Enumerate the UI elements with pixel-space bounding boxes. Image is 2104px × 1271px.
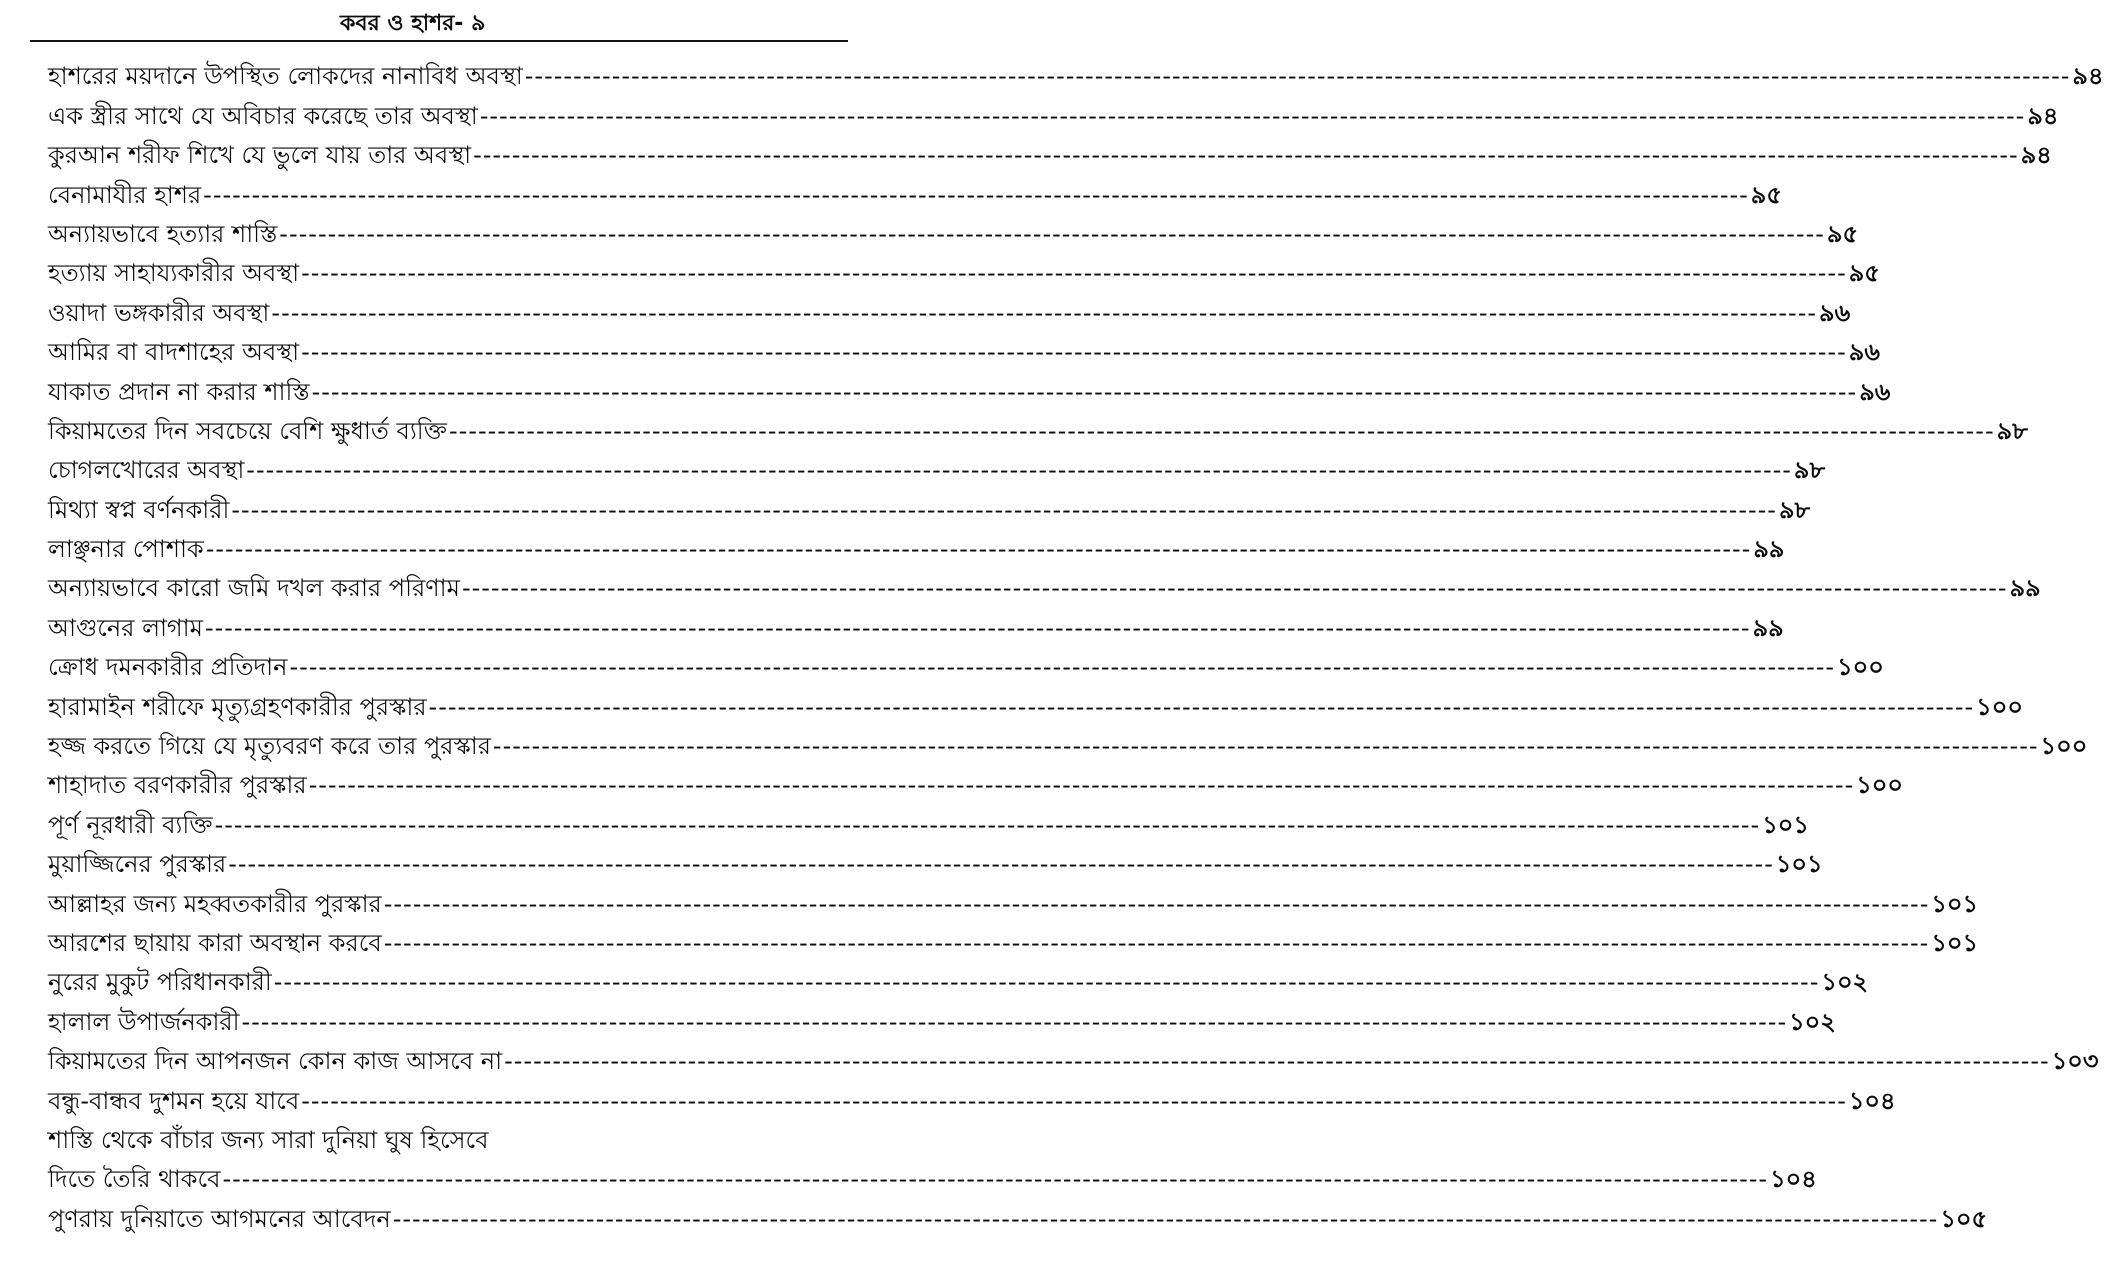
toc-entry [48,800,1809,839]
toc-entry-page-number: ১০১ [1762,810,1809,839]
toc-leader-dashes: ---------------------------------------------------------------------------------------------------------------------------------------------------------------- [301,1086,1847,1115]
toc-entry-title: আমির বা বাদশাহের অবস্থা [48,338,300,367]
toc-entry-title: হারামাইন শরীফে মৃত্যুগ্রহণকারীর পুরস্কার [48,692,427,721]
toc-entry-page-number: ৯৮ [1793,456,1826,485]
toc-entry [48,131,2052,170]
toc-entry [48,997,1836,1036]
toc-entry-title: কিয়ামতের দিন আপনজন কোন কাজ আসবে না [48,1047,503,1076]
toc-entry-title: ক্রোধ দমনকারীর প্রতিদান [48,653,288,682]
toc-entry-page-number: ৯৪ [2072,62,2104,91]
toc-entry [48,485,1811,524]
toc-leader-dashes: ---------------------------------------------------------------------------------------------------------------------------------------------------------------- [273,968,1820,997]
toc-entry-title: বন্ধু-বান্ধব দুশমন হয়ে যাবে [48,1086,300,1115]
toc-entry-page-number: ৯৫ [1848,259,1880,288]
toc-leader-dashes: ---------------------------------------------------------------------------------------------------------------------------------------------------------------- [428,692,1975,721]
toc-entry [48,840,1823,879]
toc-entry [48,919,1979,958]
toc-entry-page-number: ১০০ [1856,771,1904,800]
toc-entry-title: হাশরের ময়দানে উপস্থিত লোকদের নানাবিধ অবস্থা [48,62,523,91]
toc-entry-page-number: ৯৪ [2027,101,2059,130]
toc-leader-dashes: ---------------------------------------------------------------------------------------------------------------------------------------------------------------- [461,574,2008,603]
toc-entry-page-number: ৯৬ [1859,377,1891,406]
toc-entry-page-number: ৯৫ [1826,219,1859,248]
toc-entry-title: লাঞ্ছনার পোশাক [48,535,204,564]
toc-entry-page-number: ১০২ [1789,1007,1836,1036]
toc-entry [48,328,1880,367]
toc-entry-title: আল্লাহর জন্য মহব্বতকারীর পুরস্কার [48,889,382,918]
toc-leader-dashes: ---------------------------------------------------------------------------------------------------------------------------------------------------------------- [492,732,2039,761]
toc-leader-dashes: ---------------------------------------------------------------------------------------------------------------------------------------------------------------- [479,101,2026,130]
toc-entry [48,525,1785,564]
toc-entry [48,249,1880,288]
toc-entry [48,1194,1988,1233]
toc-leader-dashes: ---------------------------------------------------------------------------------------------------------------------------------------------------------------- [222,1165,1769,1194]
toc-entry-title: নুরের মুকুট পরিধানকারী [48,968,272,997]
header-divider [30,40,848,42]
toc-entry-page-number: ৯৯ [2009,574,2041,603]
toc-entry-page-number: ১০১ [1931,889,1979,918]
toc-entry-title: বেনামাযীর হাশর [48,180,202,209]
toc-entry-page-number: ১০৪ [1770,1165,1817,1194]
toc-entry-title: অন্যায়ভাবে হত্যার শাস্তি [48,219,278,248]
toc-leader-dashes: ---------------------------------------------------------------------------------------------------------------------------------------------------------------- [449,416,1995,445]
toc-entry-title: শাস্তি থেকে বাঁচার জন্য সারা দুনিয়া ঘুষ হিসেবে [48,1125,489,1154]
page-header [0,0,868,38]
toc-entry [48,210,1859,249]
toc-leader-dashes: ---------------------------------------------------------------------------------------------------------------------------------------------------------------- [473,141,2019,170]
toc-leader-dashes: ---------------------------------------------------------------------------------------------------------------------------------------------------------------- [271,298,1818,327]
toc-leader-dashes: ---------------------------------------------------------------------------------------------------------------------------------------------------------------- [301,259,1847,288]
toc-entry [48,1155,1817,1194]
toc-leader-dashes: ---------------------------------------------------------------------------------------------------------------------------------------------------------------- [246,456,1792,485]
toc-entry-page-number: ১০১ [1775,850,1823,879]
toc-entry-title: হালাল উপার্জনকারী [48,1007,240,1036]
toc-entry [48,722,2088,761]
toc-entry-page-number: ১০৪ [1848,1086,1896,1115]
toc-entry-title: পূর্ণ নূরধারী ব্যক্তি [48,810,213,839]
toc-leader-dashes: ---------------------------------------------------------------------------------------------------------------------------------------------------------------- [311,377,1858,406]
toc-entry [48,52,2104,91]
toc-leader-dashes: ---------------------------------------------------------------------------------------------------------------------------------------------------------------- [383,928,1930,957]
toc-entry [48,288,1851,327]
toc-entry-page-number: ১০১ [1931,928,1979,957]
toc-entry-page-number: ১০৩ [2051,1047,2099,1076]
toc-entry [48,1116,826,1155]
toc-leader-dashes: ---------------------------------------------------------------------------------------------------------------------------------------------------------------- [392,1204,1939,1233]
toc-entry [48,879,1979,918]
toc-entry-title: কুরআন শরীফ শিখে যে ভুলে যায় তার অবস্থা [48,141,472,170]
toc-entry-title: অন্যায়ভাবে কারো জমি দখল করার পরিণাম [48,574,460,603]
toc-entry [48,603,1784,642]
toc-entry-page-number: ১০০ [1837,653,1884,682]
toc-entry-title: আরশের ছায়ায় কারা অবস্থান করবে [48,928,382,957]
toc-leader-dashes: ---------------------------------------------------------------------------------------------------------------------------------------------------------------- [279,219,1825,248]
toc-entry-page-number: ১০২ [1821,968,1869,997]
toc-entry-title: মুয়াজ্জিনের পুরস্কার [48,850,227,879]
toc-leader-dashes: ---------------------------------------------------------------------------------------------------------------------------------------------------------------- [205,535,1752,564]
toc-leader-dashes: ---------------------------------------------------------------------------------------------------------------------------------------------------------------- [504,1047,2050,1076]
toc-entry-title: শাহাদাত বরণকারীর পুরস্কার [48,771,307,800]
toc-entry [48,564,2041,603]
toc-entry-title: কিয়ামতের দিন সবচেয়ে বেশি ক্ষুধার্ত ব্যক্তি [48,416,447,445]
toc-leader-dashes: ---------------------------------------------------------------------------------------------------------------------------------------------------------------- [231,495,1777,524]
page-title: কবর ও হাশর- ৯ [340,11,486,36]
toc-entry-page-number: ৯৪ [2020,141,2052,170]
toc-entry [48,446,1826,485]
table-of-contents [48,52,2104,1234]
toc-entry-page-number: ৯৫ [1750,180,1782,209]
toc-entry [48,1076,1896,1115]
toc-entry-page-number: ৯৯ [1753,535,1785,564]
toc-entry [48,91,2059,130]
toc-entry-page-number: ১০০ [1976,692,2023,721]
toc-entry [48,407,2028,446]
toc-entry-page-number: ৯৬ [1819,298,1851,327]
toc-entry-page-number: ৯৮ [1778,495,1811,524]
toc-entry-page-number: ৯৯ [1752,613,1784,642]
toc-entry-page-number: ৯৬ [1848,338,1880,367]
toc-entry-title: হত্যায় সাহায্যকারীর অবস্থা [48,259,300,288]
toc-leader-dashes: ---------------------------------------------------------------------------------------------------------------------------------------------------------------- [203,180,1749,209]
toc-entry [48,170,1782,209]
toc-entry-title: দিতে তৈরি থাকবে [48,1165,221,1194]
toc-entry-title: ওয়াদা ভঙ্গকারীর অবস্থা [48,298,270,327]
toc-leader-dashes: ---------------------------------------------------------------------------------------------------------------------------------------------------------------- [289,653,1836,682]
toc-entry [48,367,1891,406]
toc-entry-title: পুণরায় দুনিয়াতে আগমনের আবেদন [48,1204,391,1233]
toc-leader-dashes: ---------------------------------------------------------------------------------------------------------------------------------------------------------------- [301,338,1847,367]
toc-entry-title: মিথ্যা স্বপ্ন বর্ণনকারী [48,495,230,524]
toc-leader-dashes: ---------------------------------------------------------------------------------------------------------------------------------------------------------------- [241,1007,1788,1036]
toc-leader-dashes: ---------------------------------------------------------------------------------------------------------------------------------------------------------------- [204,613,1751,642]
toc-leader-dashes: ---------------------------------------------------------------------------------------------------------------------------------------------------------------- [524,62,2071,91]
toc-entry-title: যাকাত প্রদান না করার শাস্তি [48,377,310,406]
toc-entry [48,761,1904,800]
toc-leader-dashes: ---------------------------------------------------------------------------------------------------------------------------------------------------------------- [228,850,1774,879]
toc-entry-title: এক স্ত্রীর সাথে যে অবিচার করেছে তার অবস্থা [48,101,478,130]
toc-entry-title: চোগলখোরের অবস্থা [48,456,245,485]
toc-entry-page-number: ৯৮ [1996,416,2028,445]
toc-leader-dashes: ---------------------------------------------------------------------------------------------------------------------------------------------------------------- [308,771,1855,800]
toc-entry [48,958,1869,997]
toc-leader-dashes: ---------------------------------------------------------------------------------------------------------------------------------------------------------------- [214,810,1761,839]
toc-entry-title: হজ্জ করতে গিয়ে যে মৃত্যুবরণ করে তার পুরস্কার [48,732,491,761]
toc-leader-dashes: ---------------------------------------------------------------------------------------------------------------------------------------------------------------- [383,889,1930,918]
toc-entry-title: আগুনের লাগাম [48,613,203,642]
toc-entry-page-number: ১০০ [2040,732,2088,761]
toc-entry [48,643,1884,682]
toc-entry [48,1037,2099,1076]
toc-entry-page-number: ১০৫ [1940,1204,1988,1233]
toc-entry [48,682,2023,721]
